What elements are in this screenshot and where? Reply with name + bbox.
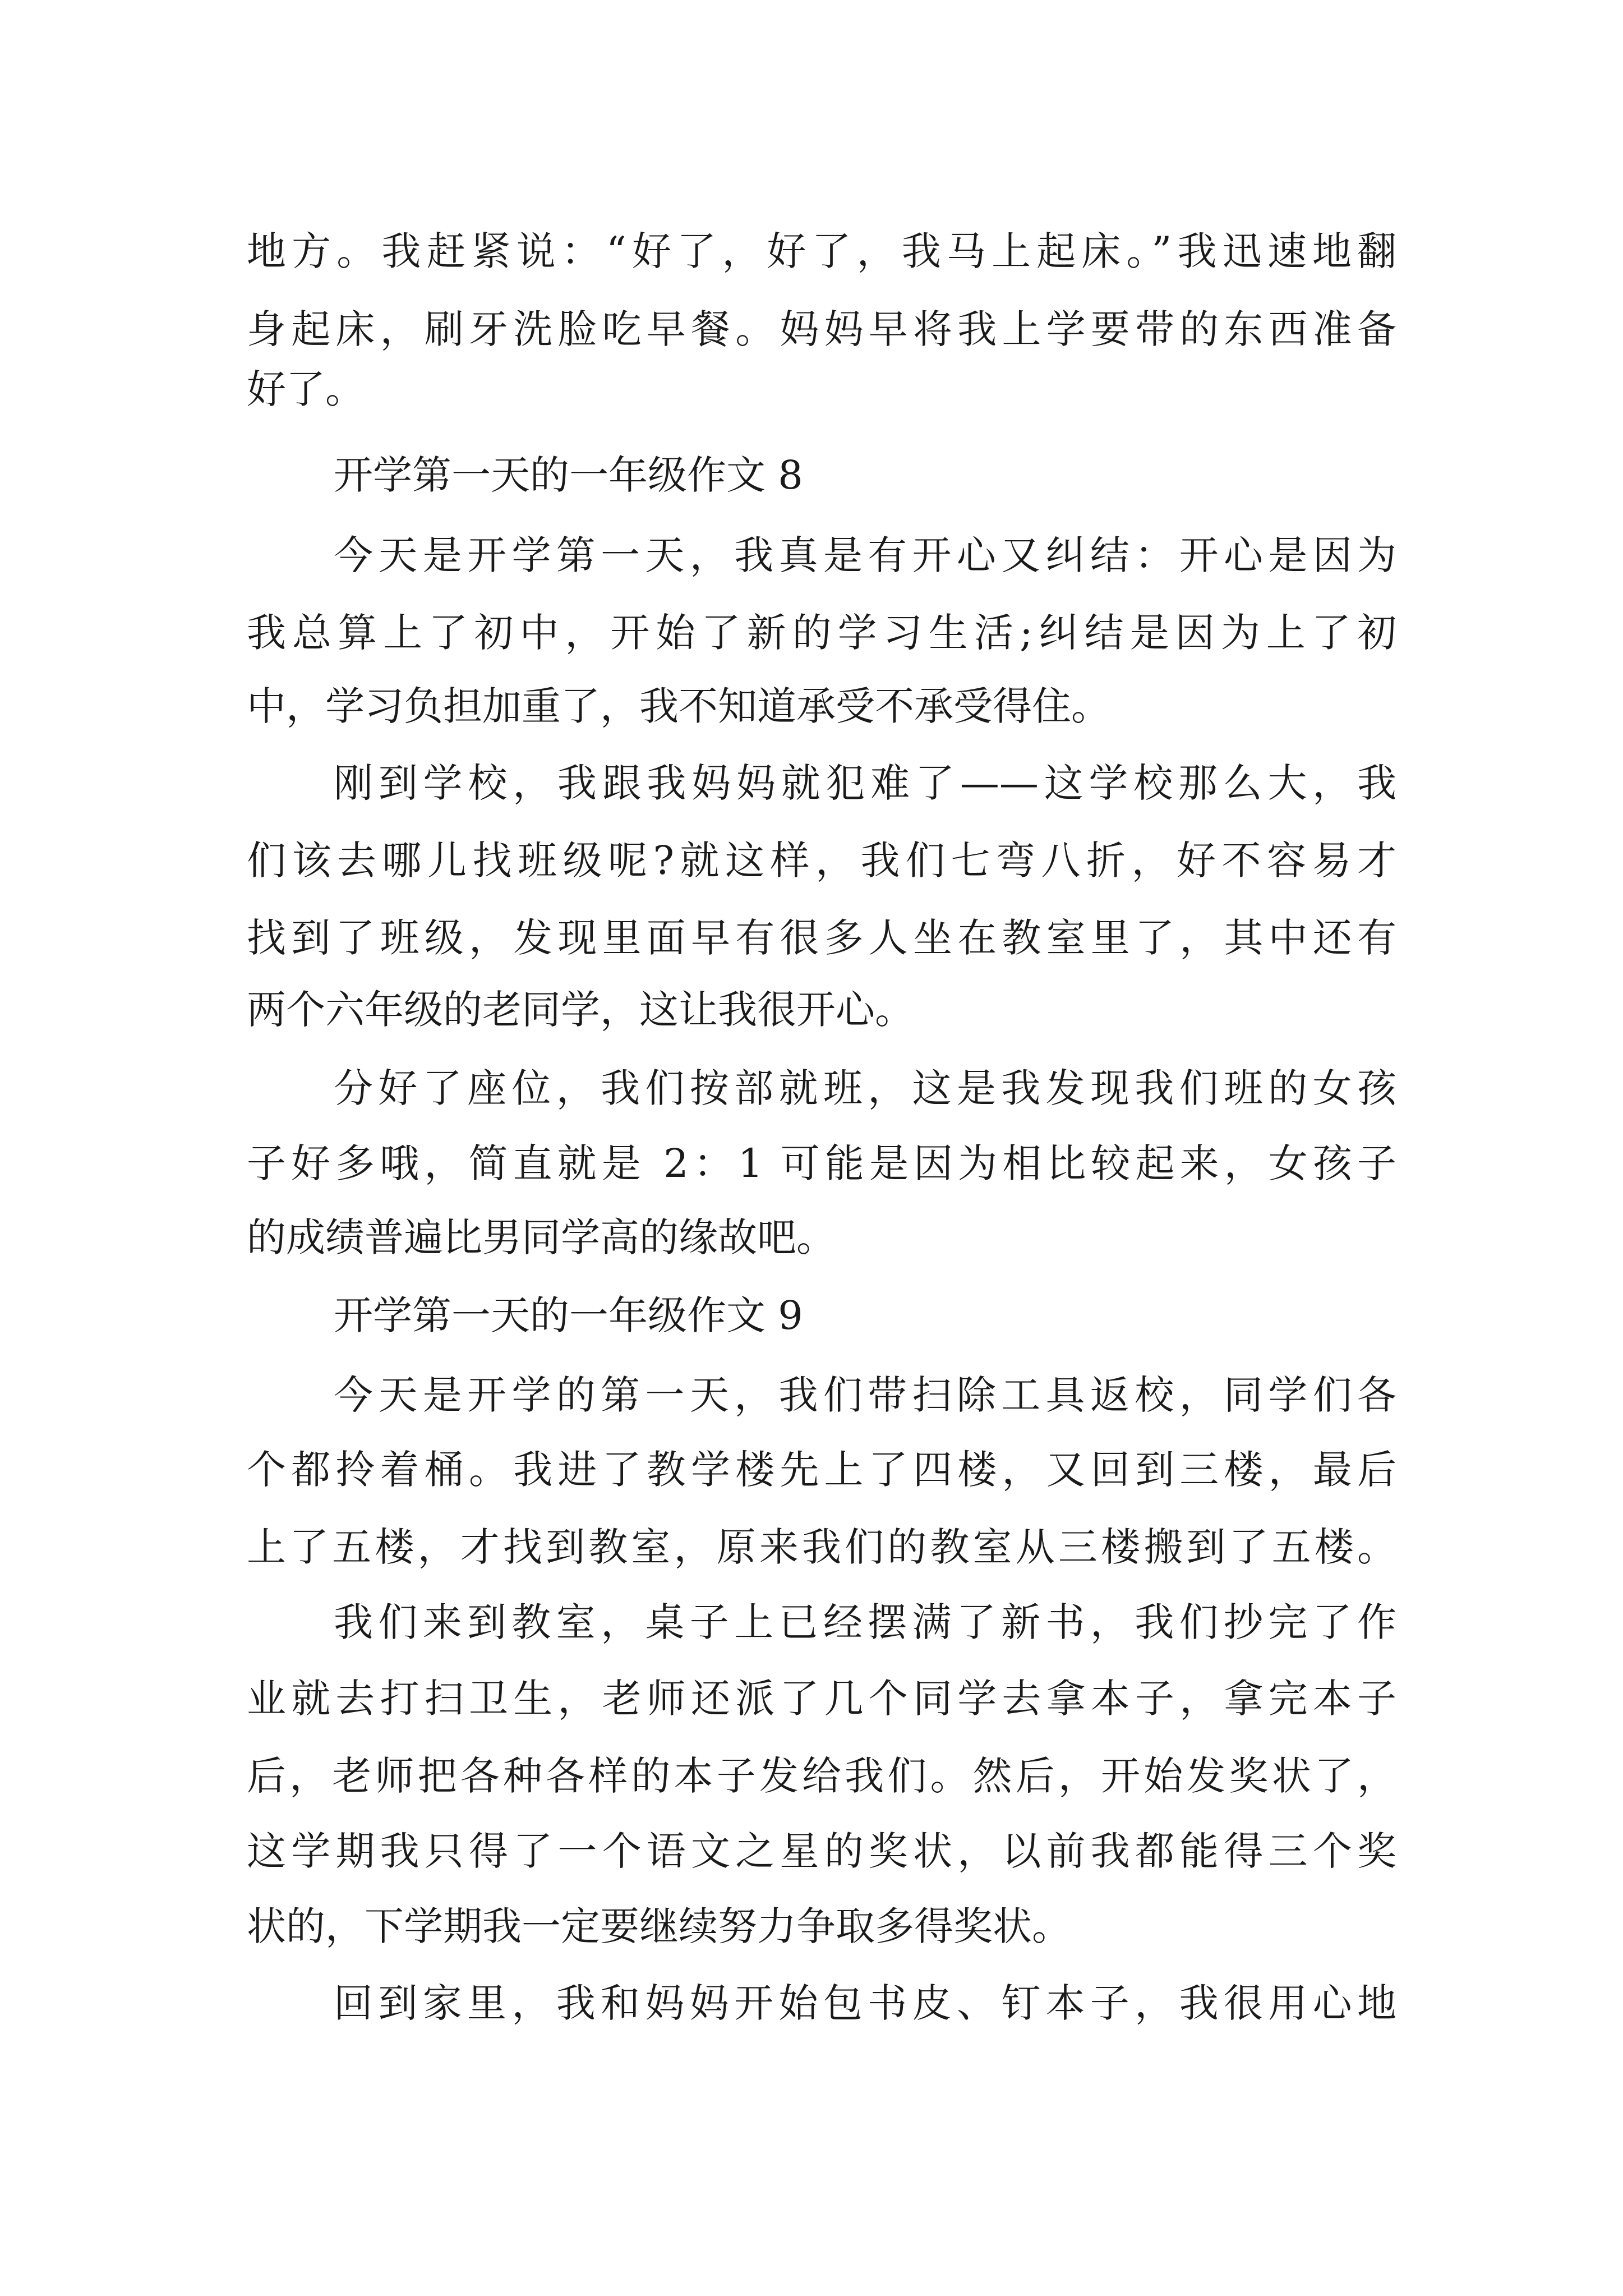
essay-8-p2-line-2: 们该去哪儿找班级呢?就这样，我们七弯八折，好不容易才	[247, 838, 1396, 884]
essay-9-p1-line-3: 上了五楼，才找到教室，原来我们的教室从三楼搬到了五楼。	[247, 1524, 1396, 1570]
essay-8-p2-line-4: 两个六年级的老同学，这让我很开心。	[247, 987, 914, 1033]
essay-8-title: 开学第一天的一年级作文 8	[334, 452, 803, 498]
essay-9-p2-line-5: 状的，下学期我一定要继续努力争取多得奖状。	[247, 1903, 1071, 1949]
essay-8-p2-line-1: 刚到学校，我跟我妈妈就犯难了——这学校那么大，我	[334, 760, 1396, 806]
essay-8-p3-line-2: 子好多哦，简直就是 2：1 可能是因为相比较起来，女孩子	[247, 1140, 1396, 1186]
continuation-line-2: 身起床，刷牙洗脸吃早餐。妈妈早将我上学要带的东西准备	[247, 306, 1396, 352]
essay-9-p3-line-1: 回到家里，我和妈妈开始包书皮、钉本子，我很用心地	[334, 1980, 1396, 2026]
essay-8-p1-line-2: 我总算上了初中，开始了新的学习生活;纠结是因为上了初	[247, 610, 1396, 656]
essay-9-p2-line-2: 业就去打扫卫生，老师还派了几个同学去拿本子，拿完本子	[247, 1676, 1396, 1722]
essay-8-p1-line-1: 今天是开学第一天，我真是有开心又纠结：开心是因为	[334, 532, 1396, 578]
essay-9-p1-line-2: 个都拎着桶。我进了教学楼先上了四楼，又回到三楼，最后	[247, 1447, 1396, 1493]
continuation-line-3: 好了。	[247, 366, 365, 412]
essay-8-p3-line-1: 分好了座位，我们按部就班，这是我发现我们班的女孩	[334, 1065, 1396, 1111]
essay-9-p2-line-3: 后，老师把各种各样的本子发给我们。然后，开始发奖状了，	[247, 1753, 1396, 1799]
essay-8-p1-line-3: 中，学习负担加重了，我不知道承受不承受得住。	[247, 683, 1110, 729]
essay-9-p2-line-4: 这学期我只得了一个语文之星的奖状，以前我都能得三个奖	[247, 1828, 1396, 1874]
continuation-line-1: 地方。我赶紧说：“好了，好了，我马上起床。”我迅速地翻	[247, 228, 1396, 274]
essay-8-p2-line-3: 找到了班级，发现里面早有很多人坐在教室里了，其中还有	[247, 915, 1396, 961]
essay-9-title: 开学第一天的一年级作文 9	[334, 1292, 803, 1338]
essay-9-p2-line-1: 我们来到教室，桌子上已经摆满了新书，我们抄完了作	[334, 1599, 1396, 1645]
essay-8-p3-line-3: 的成绩普遍比男同学高的缘故吧。	[247, 1214, 836, 1260]
essay-9-p1-line-1: 今天是开学的第一天，我们带扫除工具返校，同学们各	[334, 1372, 1396, 1418]
